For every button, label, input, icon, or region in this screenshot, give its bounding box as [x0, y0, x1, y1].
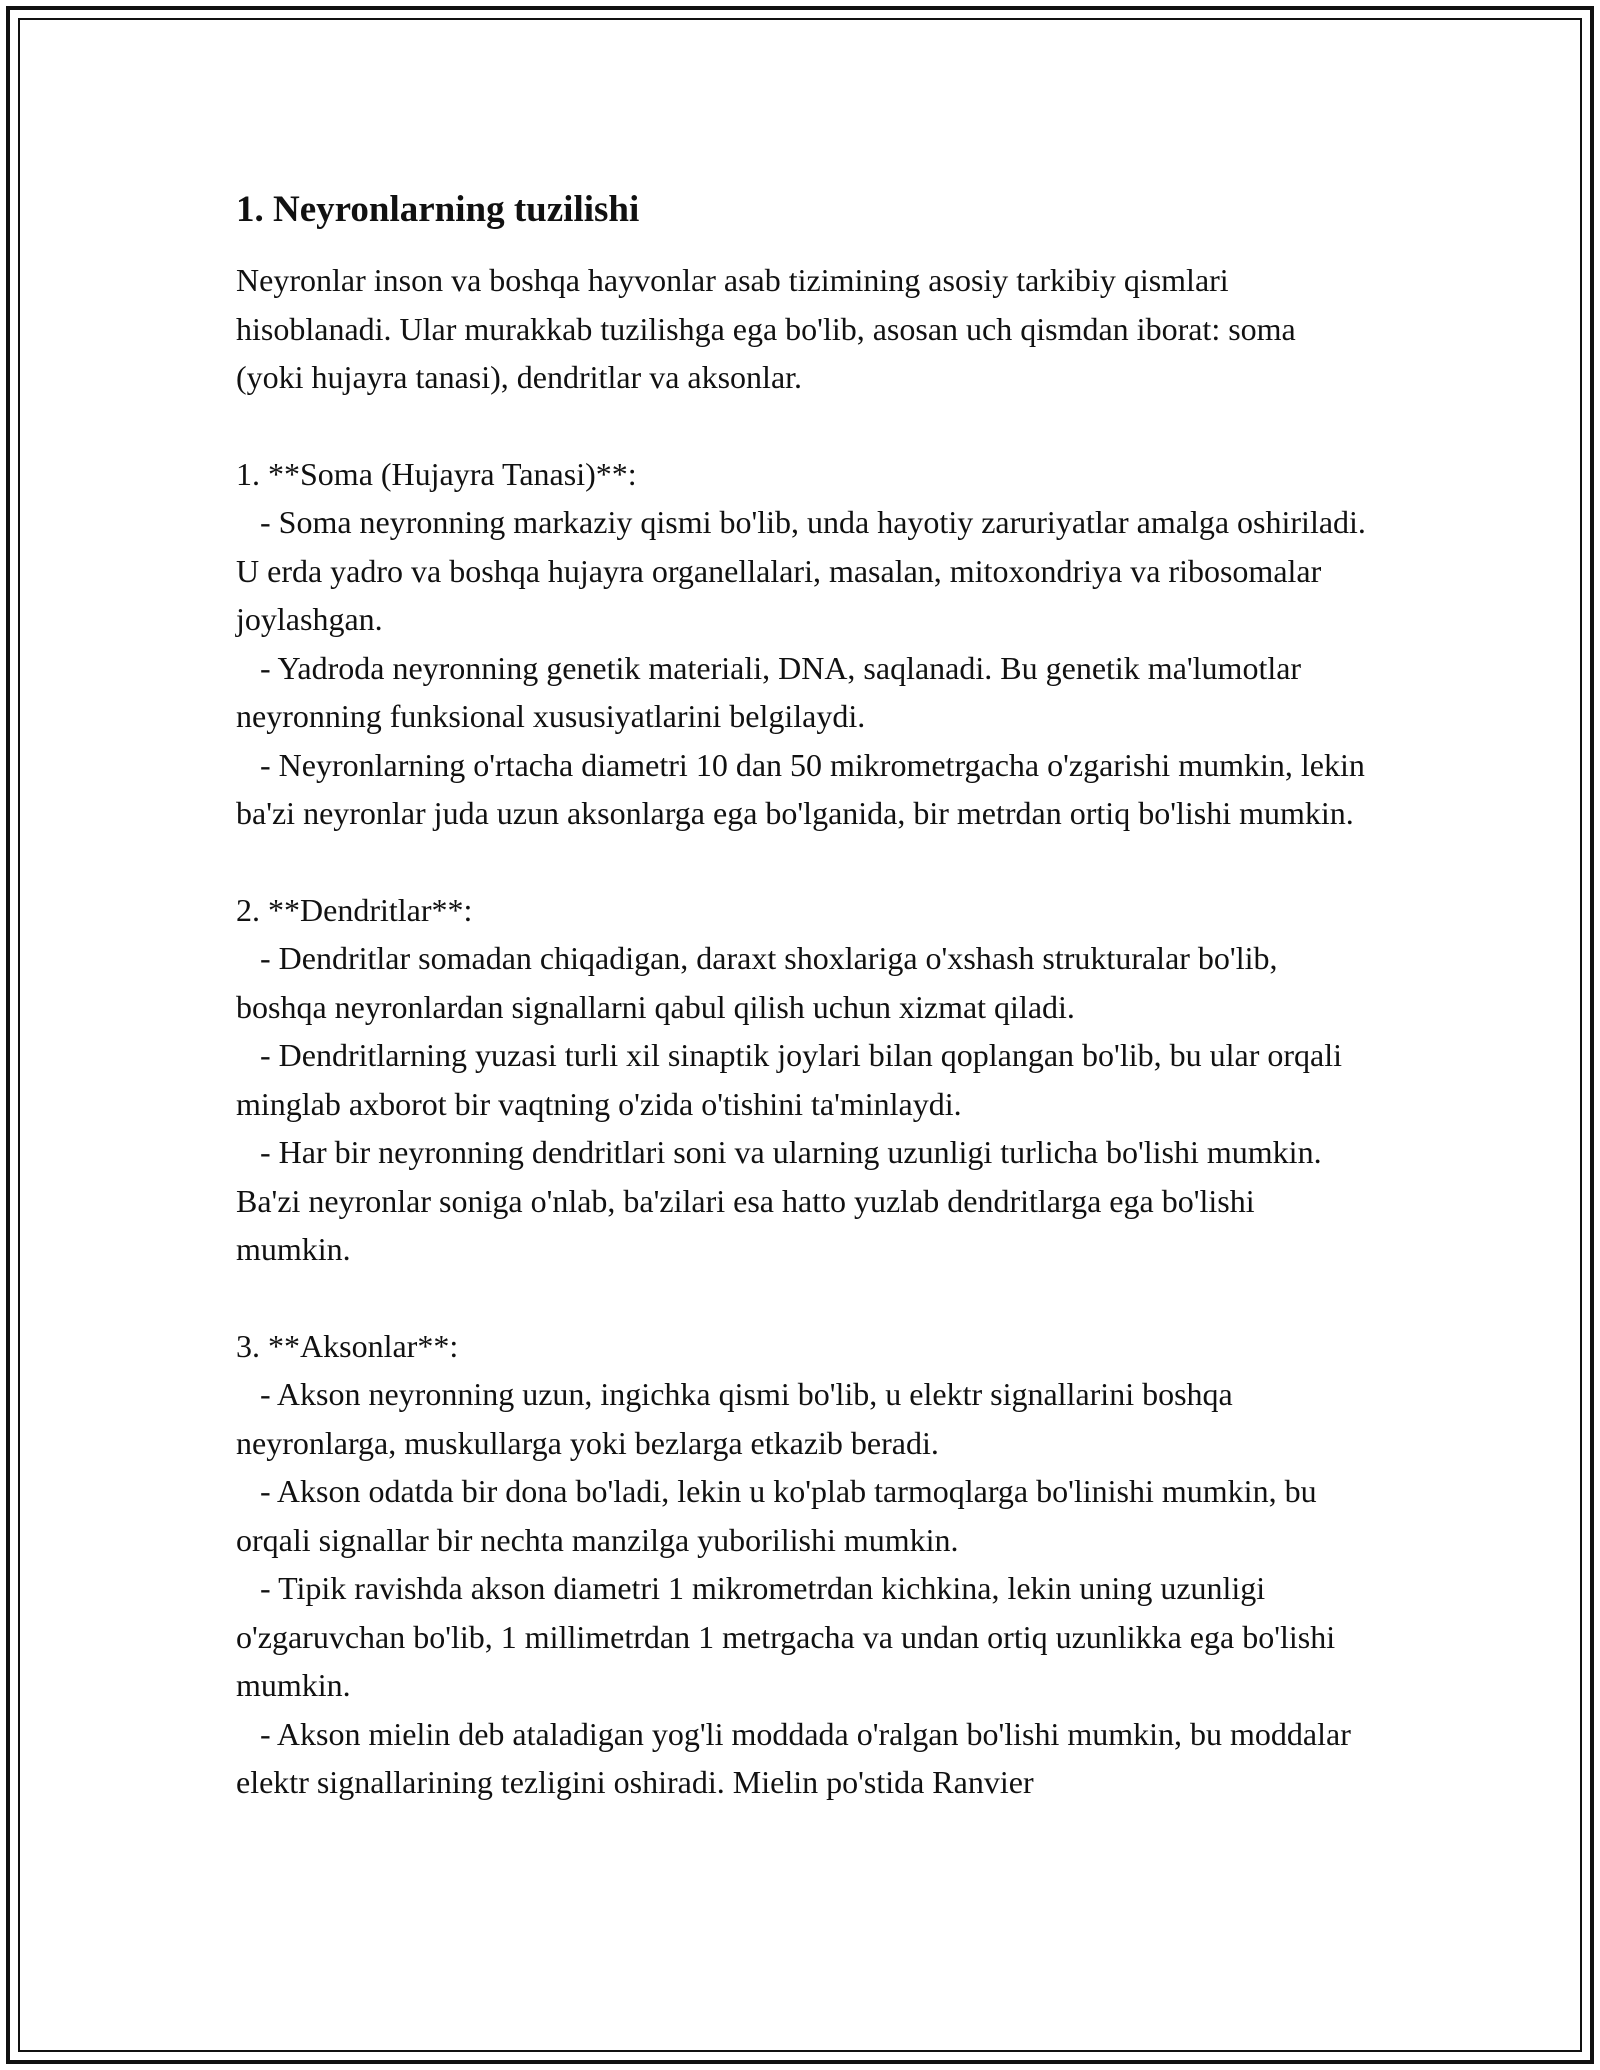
- section-heading: 1. **Soma (Hujayra Tanasi)**:: [236, 455, 637, 492]
- bullet-item: - Soma neyronning markaziy qismi bo'lib, unda hayotiy zaruriyatlar amalga oshiriladi. U erda yadro va boshqa hujayra organellalari, masalan, mitoxondriya va ribosomalar joylashgan.: [236, 504, 1366, 637]
- bullet-item: - Yadroda neyronning genetik materiali, DNA, saqlanadi. Bu genetik ma'lumotlar neyronning funksional xususiyatlarini belgilaydi.: [236, 649, 1302, 734]
- bullet-item: - Neyronlarning o'rtacha diametri 10 dan 50 mikrometrgacha o'zgarishi mumkin, lekin ba'zi neyronlar juda uzun aksonlarga ega bo'lganida, bir metrdan ortiq bo'lishi mumkin.: [236, 746, 1365, 831]
- section-dendritlar: [236, 886, 1366, 1274]
- section-soma: [236, 450, 1366, 838]
- bullet-item: - Tipik ravishda akson diametri 1 mikrometrdan kichkina, lekin uning uzunligi o'zgaruvchan bo'lib, 1 millimetrdan 1 metrgacha va undan ortiq uzunlikka ega bo'lishi mumkin.: [236, 1570, 1336, 1703]
- bullet-item: - Akson odatda bir dona bo'ladi, lekin u ko'plab tarmoqlarga bo'linishi mumkin, bu orqali signallar bir nechta manzilga yuborilishi mumkin.: [236, 1473, 1317, 1558]
- document-heading: 1. Neyronlarning tuzilishi: [236, 189, 640, 230]
- bullet-item: - Akson neyronning uzun, ingichka qismi bo'lib, u elektr signallarini boshqa neyronlarga, muskullarga yoki bezlarga etkazib beradi.: [236, 1376, 1233, 1461]
- document-page: [236, 186, 1366, 1807]
- bullet-item: - Akson mielin deb ataladigan yog'li moddada o'ralgan bo'lishi mumkin, bu moddalar elektr signallarining tezligini oshiradi. Mielin po'stida Ranvier: [236, 1715, 1351, 1800]
- bullet-item: - Har bir neyronning dendritlari soni va ularning uzunligi turlicha bo'lishi mumkin. Ba'zi neyronlar soniga o'nlab, ba'zilari esa hatto yuzlab dendritlarga ega bo'lishi mumkin.: [236, 1134, 1322, 1267]
- bullet-item: - Dendritlar somadan chiqadigan, daraxt shoxlariga o'xshash strukturalar bo'lib, boshqa neyronlardan signallarni qabul qilish uchun xizmat qiladi.: [236, 940, 1278, 1025]
- section-aksonlar: [236, 1322, 1366, 1807]
- section-heading: 2. **Dendritlar**:: [236, 891, 473, 928]
- intro-paragraph: Neyronlar inson va boshqa hayvonlar asab tizimining asosiy tarkibiy qismlari hisoblanadi. Ular murakkab tuzilishga ega bo'lib, asosan uch qismdan iborat: soma (yoki hujayra tanasi), dendritlar va aksonlar.: [236, 262, 1296, 395]
- bullet-item: - Dendritlarning yuzasi turli xil sinaptik joylari bilan qoplangan bo'lib, bu ular orqali minglab axborot bir vaqtning o'zida o'tishini ta'minlaydi.: [236, 1037, 1342, 1122]
- section-heading: 3. **Aksonlar**:: [236, 1327, 459, 1364]
